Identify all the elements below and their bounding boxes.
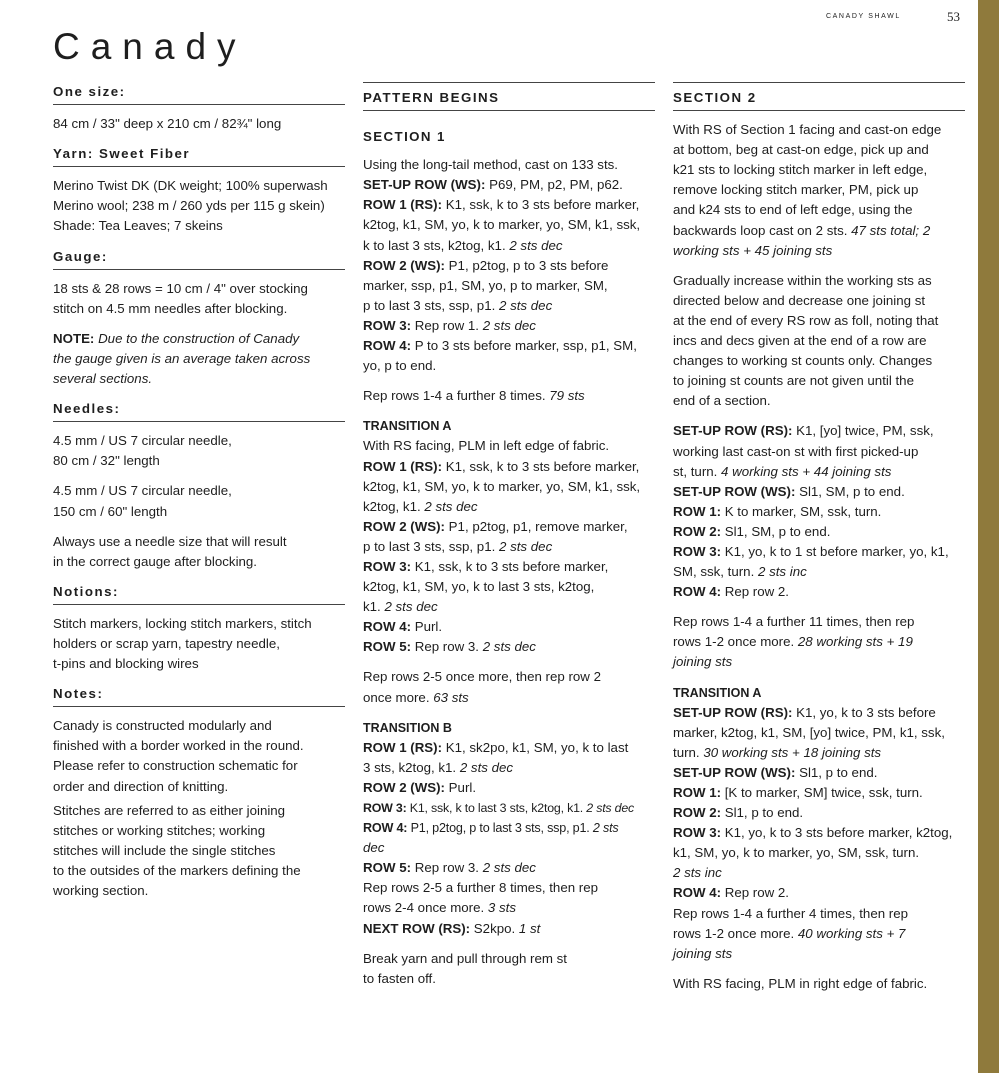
transition-a-rows: TRANSITION A With RS facing, PLM in left edge of fabric. ROW 1 (RS): K1, ssk, k to 3 sts before marker, k2tog, k1, SM, yo, k to marker, yo, SM, k1, ssk, k2tog, k1. 2 sts dec ROW 2 (WS): P1, p2tog, p1, remove marker, p to last 3 sts, ssp, p1. 2 sts dec ROW 3: K1, ssk, k to 3 sts before marker, k2tog, k1, SM, yo, k to last 3 sts, k2tog, k1. 2 sts dec ROW 4: Purl. ROW 5: Rep row 3. 2 sts dec	[363, 419, 641, 655]
column-materials	[53, 82, 345, 911]
column-pattern	[363, 82, 655, 999]
yarn-text: Merino Twist DK (DK weight; 100% superwash Merino wool; 238 m / 260 yds per 115 g skein) Shade: Tea Leaves; 7 skeins	[53, 178, 328, 234]
needles-heading: Needles:	[53, 399, 345, 422]
page-number: 53	[947, 9, 960, 24]
notes-construction: Canady is constructed modularly and finished with a border worked in the round. Please refer to construction schematic for order and direction of knitting.	[53, 718, 304, 794]
section2-final-note: With RS facing, PLM in right edge of fabric.	[673, 975, 928, 991]
notes-heading: Notes:	[53, 684, 345, 707]
gauge-note: NOTE: Due to the construction of Canady the gauge given is an average taken across several sections.	[53, 330, 311, 387]
section2-repeat: Rep rows 1-4 a further 11 times, then rep rows 1-2 once more. 28 working sts + 19 joining sts	[673, 614, 915, 670]
column-section2	[673, 82, 965, 1004]
section2-rows: SET-UP ROW (RS): K1, [yo] twice, PM, ssk, working last cast-on st with first picked-up st, turn. 4 working sts + 44 joining sts SET-UP ROW (WS): Sl1, SM, p to end. ROW 1: K to marker, SM, ssk, turn. ROW 2: Sl1, SM, p to end. ROW 3: K1, yo, k to 1 st before marker, yo, k1, SM, ssk, turn. 2 sts inc ROW 4: Rep row 2.	[673, 423, 949, 600]
section1-heading: SECTION 1	[363, 129, 446, 145]
size-heading: One size:	[53, 82, 345, 105]
running-head: CANADY SHAWL	[826, 13, 901, 20]
pattern-begins-heading: PATTERN BEGINS	[363, 82, 655, 111]
needle-advice: Always use a needle size that will result in the correct gauge after blocking.	[53, 533, 287, 569]
section2-gradual-note: Gradually increase within the working sts as directed below and decrease one joining st at the end of every RS row as foll, noting that incs and decs given at the end of a row are changes to working st counts only. Changes to joining st counts are not given until the end of a section.	[673, 272, 939, 409]
size-text: 84 cm / 33" deep x 210 cm / 82¾" long	[53, 116, 282, 132]
fasten-off-text: Break yarn and pull through rem st to fasten off.	[363, 950, 567, 986]
section1-repeat: Rep rows 1-4 a further 8 times. 79 sts	[363, 388, 585, 404]
section1-rows: Using the long-tail method, cast on 133 sts. SET-UP ROW (WS): P69, PM, p2, PM, p62. ROW 1 (RS): K1, ssk, k to 3 sts before marker, k2tog, k1, SM, yo, k to marker, yo, SM, k1, ssk, k to last 3 sts, k2tog, k1. 2 sts dec ROW 2 (WS): P1, p2tog, p to 3 sts before marker, ssp, p1, SM, yo, p to marker, SM, p to last 3 sts, ssp, p1. 2 sts dec ROW 3: Rep row 1. 2 sts dec ROW 4: P to 3 sts before marker, ssp, p1, SM, yo, p to end.	[363, 157, 641, 374]
gauge-text: 18 sts & 28 rows = 10 cm / 4" over stocking stitch on 4.5 mm needles after blocking.	[53, 280, 308, 316]
notes-stitches: Stitches are referred to as either joining stitches or working stitches; working stitches will include the single stitches to the outsides of the markers defining the working section.	[53, 802, 301, 898]
yarn-heading: Yarn: Sweet Fiber	[53, 144, 345, 167]
transition-a-repeat: Rep rows 2-5 once more, then rep row 2 once more. 63 sts	[363, 669, 601, 705]
notions-heading: Notions:	[53, 582, 345, 605]
section2-heading: SECTION 2	[673, 82, 965, 111]
gauge-heading: Gauge:	[53, 247, 345, 270]
needle-150cm: 4.5 mm / US 7 circular needle, 150 cm / 60" length	[53, 483, 232, 519]
section2-transition-a-rows: TRANSITION A SET-UP ROW (RS): K1, yo, k to 3 sts before marker, k2tog, k1, SM, [yo] twice, PM, k1, ssk, turn. 30 working sts + 18 joining sts SET-UP ROW (WS): Sl1, p to end. ROW 1: [K to marker, SM] twice, ssk, turn. ROW 2: Sl1, p to end. ROW 3: K1, yo, k to 3 sts before marker, k2tog, k1, SM, yo, k to marker, yo, SM, ssk, turn. 2 sts inc ROW 4: Rep row 2. Rep rows 1-4 a further 4 times, then rep rows 1-2 once more. 40 working sts + 7 joining sts	[673, 685, 953, 961]
needle-80cm: 4.5 mm / US 7 circular needle, 80 cm / 32" length	[53, 433, 232, 469]
page-title: Canady	[53, 26, 247, 67]
notions-text: Stitch markers, locking stitch markers, stitch holders or scrap yarn, tapestry needle, t-pins and blocking wires	[53, 615, 312, 672]
transition-b-rows: TRANSITION B ROW 1 (RS): K1, sk2po, k1, SM, yo, k to last 3 sts, k2tog, k1. 2 sts dec ROW 2 (WS): Purl. ROW 3: K1, ssk, k to last 3 sts, k2tog, k1. 2 sts dec ROW 4: P1, p2tog, p to last 3 sts, ssp, p1. 2 sts dec ROW 5: Rep row 3. 2 sts dec Rep rows 2-5 a further 8 times, then rep rows 2-4 once more. 3 sts NEXT ROW (RS): S2kpo. 1 st	[363, 720, 635, 936]
section2-intro: With RS of Section 1 facing and cast-on edge at bottom, beg at cast-on edge, pick up and k21 sts to locking stitch marker in left edge, remove locking stitch marker, PM, pick up and k24 sts to end of left edge, using the backwards loop cast on 2 sts. 47 sts total; 2 working sts + 45 joining sts	[673, 122, 942, 258]
gold-edge-bar	[978, 0, 999, 1073]
